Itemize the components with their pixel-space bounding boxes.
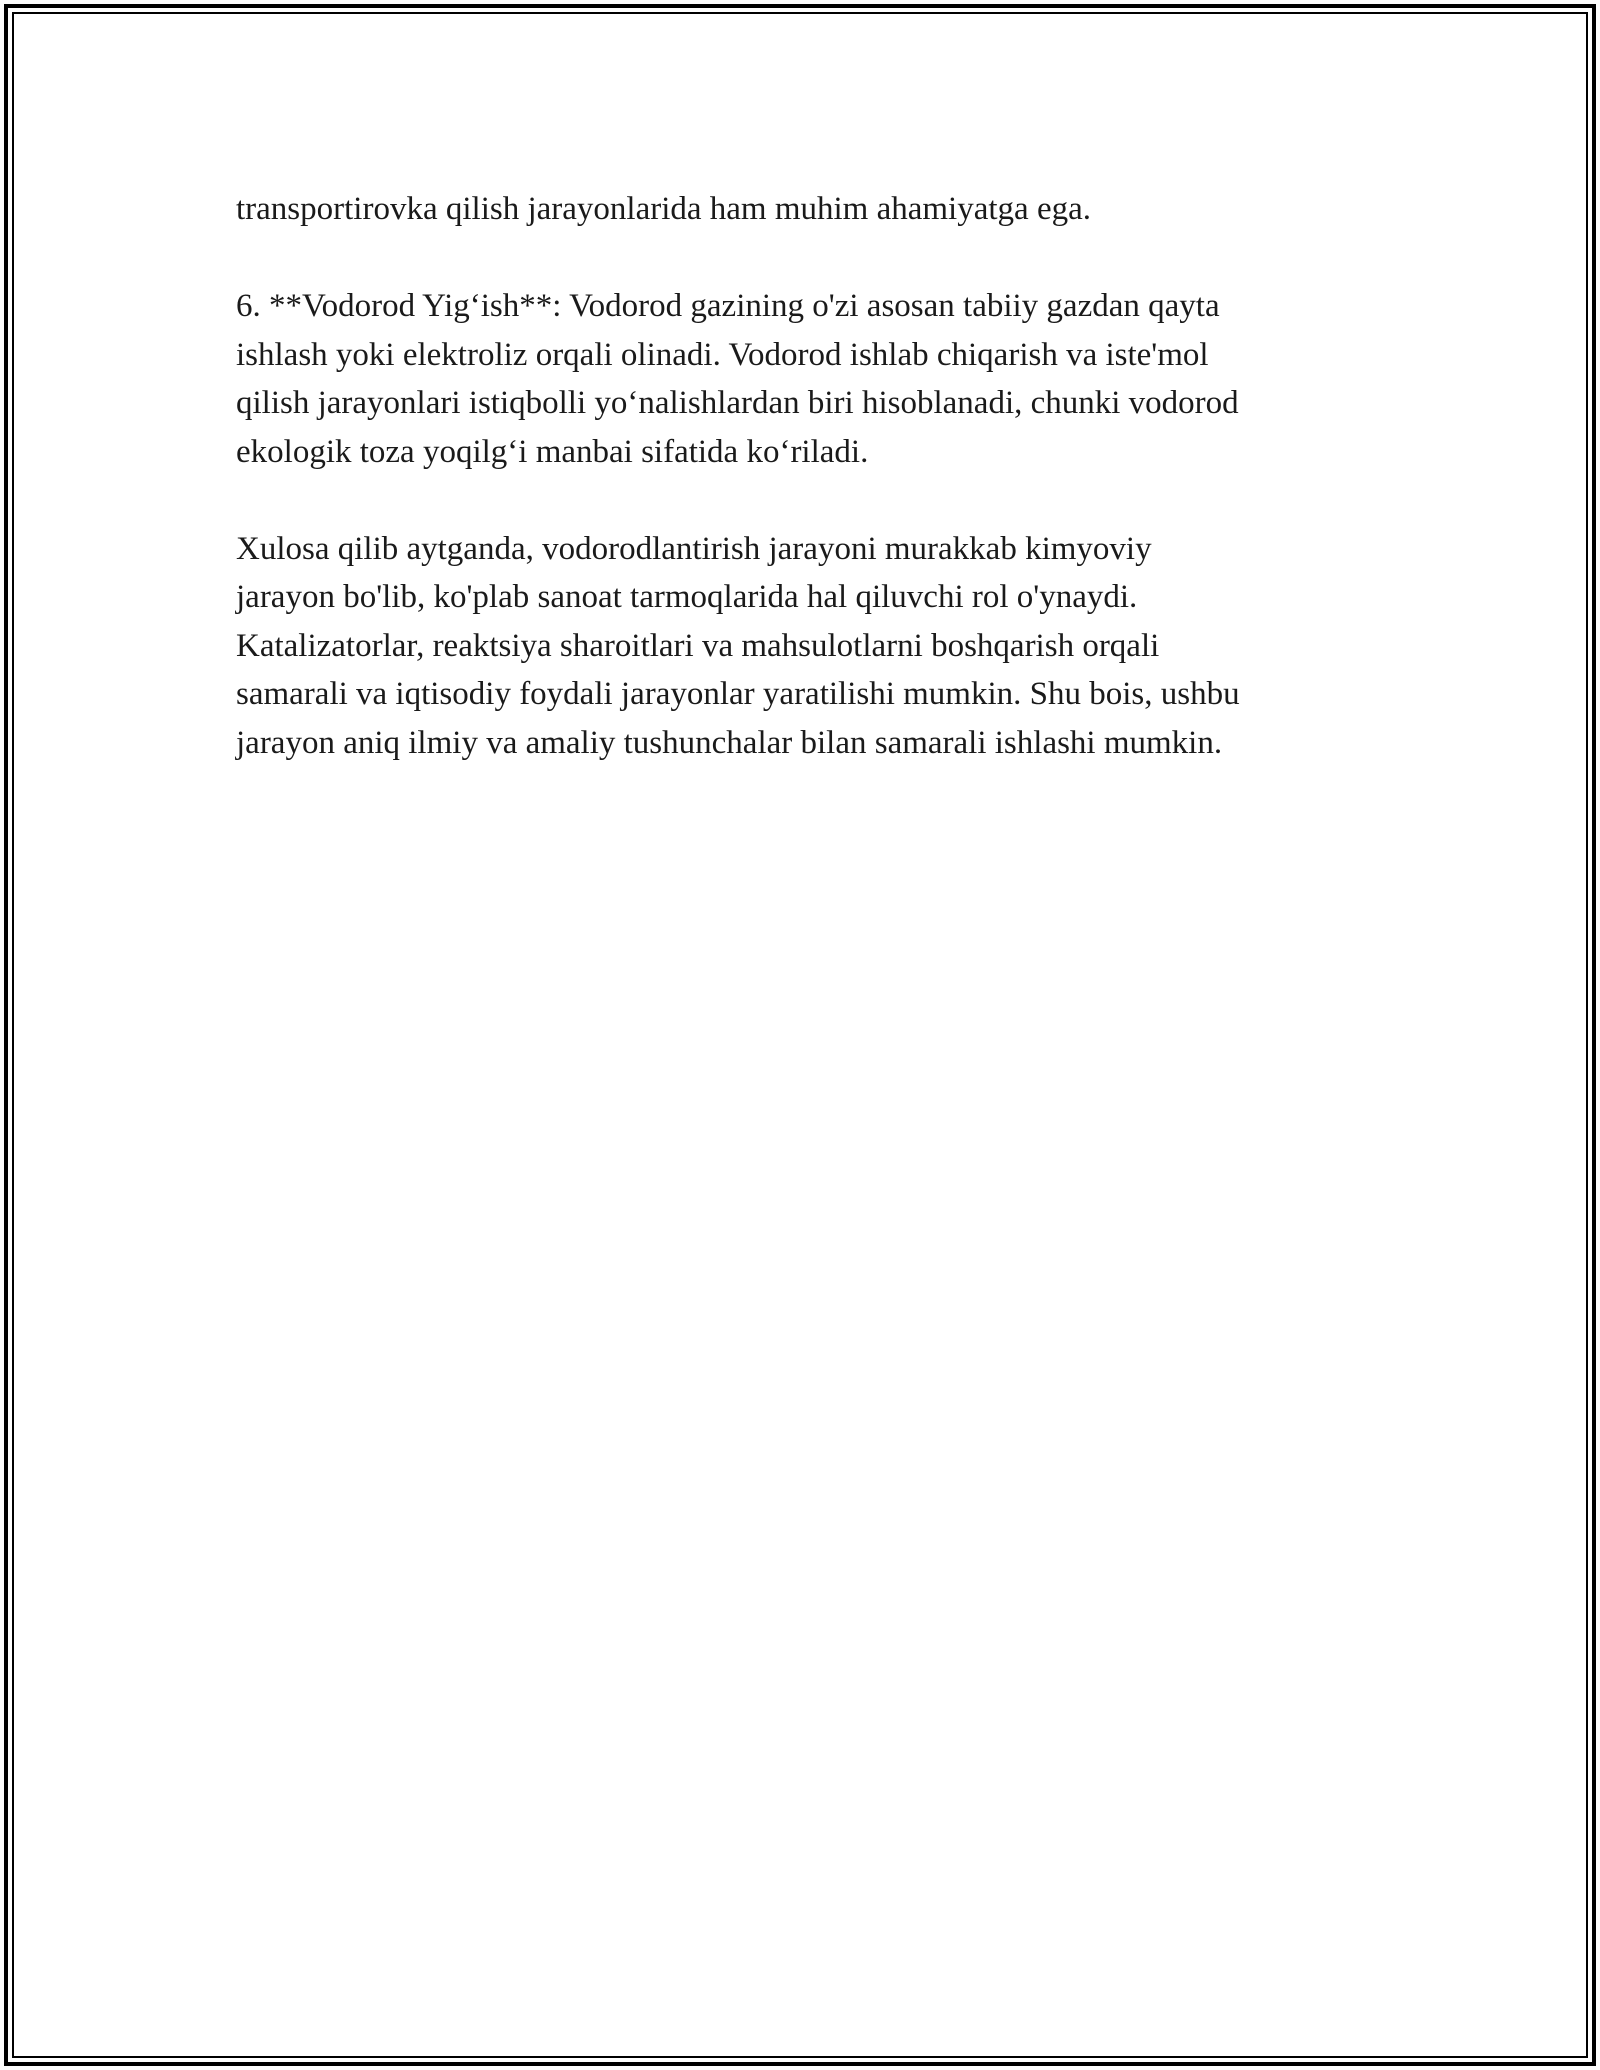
page-body [236,185,1386,816]
paragraph-conclusion: Xulosa qilib aytganda, vodorodlantirish jarayoni murakkab kimyoviy jarayon bo'lib, ko'plab sanoat tarmoqlarida hal qiluvchi rol o'ynaydi. Katalizatorlar, reaktsiya sharoitlari va mahsulotlarni boshqarish orqali samarali va iqtisodiy foydali jarayonlar yaratilishi mumkin. Shu bois, ushbu jarayon aniq ilmiy va amaliy tushunchalar bilan samarali ishlashi mumkin. [236,530,1240,761]
paragraph-hydrogen-collection: 6. **Vodorod Yig‘ish**: Vodorod gazining o'zi asosan tabiiy gazdan qayta ishlash yoki elektroliz orqali olinadi. Vodorod ishlab chiqarish va iste'mol qilish jarayonlari istiqbolli yo‘nalishlardan biri hisoblanadi, chunki vodorod ekologik toza yoqilg‘i manbai sifatida ko‘riladi. [236,288,1239,470]
paragraph-continuation: transportirovka qilish jarayonlarida ham muhim ahamiyatga ega. [236,191,1091,227]
